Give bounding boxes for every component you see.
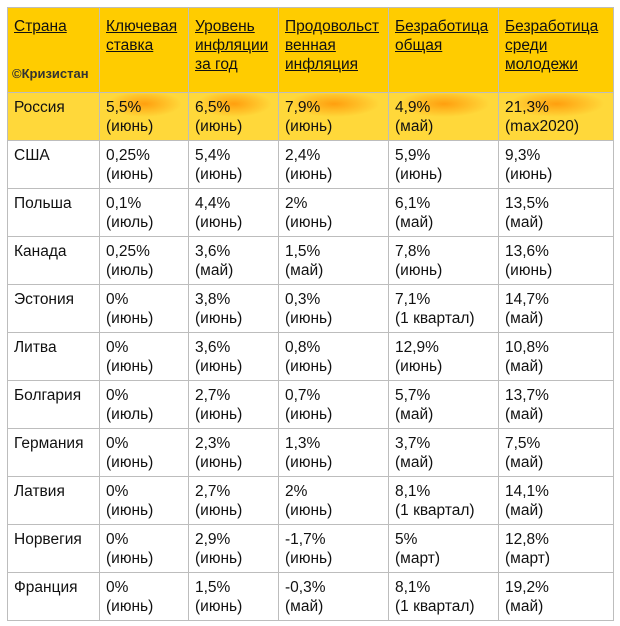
cell-value: 13,6% [505, 243, 549, 260]
cell-unemployment [389, 285, 499, 333]
brand-watermark: ©Кризистан [12, 66, 89, 81]
cell-value: 10,8% [505, 339, 549, 356]
cell-value: -1,7% [285, 531, 326, 548]
cell-country: Германия [8, 429, 100, 477]
cell-period: (июнь) [285, 502, 333, 519]
cell-unemployment [389, 93, 499, 141]
cell-food-inflation [279, 381, 389, 429]
cell-value: 0,25% [106, 147, 150, 164]
cell-value: 2,9% [195, 531, 231, 548]
cell-period: (май) [505, 358, 544, 375]
cell-value: 9,3% [505, 147, 541, 164]
cell-key-rate [100, 141, 189, 189]
cell-value: 3,6% [195, 243, 231, 260]
cell-period: (июль) [106, 262, 154, 279]
cell-period: (июнь) [505, 262, 553, 279]
cell-period: (июнь) [195, 550, 243, 567]
cell-country: Канада [8, 237, 100, 285]
header-country-label: Страна [14, 18, 67, 35]
cell-inflation [189, 93, 279, 141]
cell-value: 2% [285, 483, 308, 500]
table-row [8, 381, 614, 429]
cell-value: 12,8% [505, 531, 549, 548]
cell-period: (май) [395, 406, 434, 423]
cell-unemployment [389, 573, 499, 621]
cell-unemployment [389, 525, 499, 573]
cell-value: 12,9% [395, 339, 439, 356]
cell-key-rate [100, 333, 189, 381]
cell-food-inflation [279, 237, 389, 285]
cell-period: (1 квартал) [395, 502, 475, 519]
cell-food-inflation [279, 573, 389, 621]
cell-period: (июнь) [195, 166, 243, 183]
cell-value: 2,7% [195, 483, 231, 500]
table-row [8, 141, 614, 189]
cell-value: 13,7% [505, 387, 549, 404]
cell-period: (июнь) [106, 118, 154, 135]
cell-period: (май) [285, 262, 324, 279]
cell-period: (июнь) [285, 550, 333, 567]
cell-period: (май) [505, 406, 544, 423]
cell-period: (июнь) [285, 454, 333, 471]
cell-value: 14,1% [505, 483, 549, 500]
cell-value: 13,5% [505, 195, 549, 212]
cell-value: 7,8% [395, 243, 431, 260]
header-unemployment: Безработица общая [389, 8, 499, 93]
cell-country: Эстония [8, 285, 100, 333]
cell-period: (июнь) [285, 166, 333, 183]
table-row [8, 525, 614, 573]
table-row [8, 477, 614, 525]
cell-youth-unemployment [499, 285, 614, 333]
cell-period: (июнь) [395, 358, 443, 375]
cell-youth-unemployment [499, 525, 614, 573]
cell-period: (июнь) [395, 166, 443, 183]
cell-value: 8,1% [395, 579, 431, 596]
cell-youth-unemployment [499, 189, 614, 237]
cell-inflation [189, 429, 279, 477]
economic-indicators-table [7, 7, 614, 621]
cell-period: (май) [195, 262, 234, 279]
cell-unemployment [389, 381, 499, 429]
table-row [8, 429, 614, 477]
cell-key-rate [100, 573, 189, 621]
cell-value: 0,1% [106, 195, 142, 212]
cell-country: Франция [8, 573, 100, 621]
cell-value: 2% [285, 195, 308, 212]
cell-value: 5,9% [395, 147, 431, 164]
cell-key-rate [100, 93, 189, 141]
cell-inflation [189, 285, 279, 333]
cell-period: (июнь) [106, 166, 154, 183]
cell-period: (июнь) [285, 310, 333, 327]
cell-key-rate [100, 477, 189, 525]
cell-food-inflation [279, 429, 389, 477]
cell-period: (май) [505, 454, 544, 471]
cell-inflation [189, 237, 279, 285]
cell-food-inflation [279, 477, 389, 525]
cell-country: США [8, 141, 100, 189]
cell-period: (март) [505, 550, 550, 567]
cell-value: 3,6% [195, 339, 231, 356]
cell-value: 3,7% [395, 435, 431, 452]
cell-unemployment [389, 333, 499, 381]
cell-period: (июнь) [195, 598, 243, 615]
cell-key-rate [100, 285, 189, 333]
cell-period: (июнь) [195, 214, 243, 231]
cell-country: Норвегия [8, 525, 100, 573]
cell-inflation [189, 573, 279, 621]
cell-period: (май) [395, 118, 434, 135]
cell-food-inflation [279, 93, 389, 141]
cell-value: 5% [395, 531, 418, 548]
cell-value: 1,5% [195, 579, 231, 596]
cell-period: (май) [285, 598, 324, 615]
cell-value: 0,25% [106, 243, 150, 260]
cell-period: (май) [395, 454, 434, 471]
cell-value: -0,3% [285, 579, 326, 596]
cell-period: (июнь) [195, 406, 243, 423]
cell-unemployment [389, 237, 499, 285]
cell-value: 0% [106, 579, 129, 596]
cell-value: 3,8% [195, 291, 231, 308]
cell-inflation [189, 333, 279, 381]
cell-value: 19,2% [505, 579, 549, 596]
cell-key-rate [100, 429, 189, 477]
cell-value: 21,3% [505, 99, 549, 116]
cell-period: (июль) [106, 406, 154, 423]
cell-period: (июнь) [195, 454, 243, 471]
header-food-inflation: Продовольст венная инфляция [279, 8, 389, 93]
cell-value: 6,1% [395, 195, 431, 212]
cell-youth-unemployment [499, 477, 614, 525]
cell-period: (май) [505, 214, 544, 231]
cell-unemployment [389, 477, 499, 525]
cell-youth-unemployment [499, 573, 614, 621]
cell-key-rate [100, 237, 189, 285]
cell-food-inflation [279, 141, 389, 189]
cell-value: 0% [106, 339, 129, 356]
cell-inflation [189, 189, 279, 237]
cell-value: 2,7% [195, 387, 231, 404]
cell-unemployment [389, 141, 499, 189]
cell-period: (июнь) [285, 118, 333, 135]
cell-youth-unemployment [499, 429, 614, 477]
table-row [8, 285, 614, 333]
cell-period: (июль) [106, 214, 154, 231]
cell-value: 0,7% [285, 387, 321, 404]
table-row [8, 573, 614, 621]
table-row [8, 333, 614, 381]
cell-key-rate [100, 189, 189, 237]
cell-period: (май) [505, 310, 544, 327]
cell-youth-unemployment [499, 237, 614, 285]
cell-youth-unemployment [499, 381, 614, 429]
cell-value: 4,4% [195, 195, 231, 212]
cell-value: 2,4% [285, 147, 321, 164]
cell-value: 14,7% [505, 291, 549, 308]
cell-period: (июнь) [106, 598, 154, 615]
cell-youth-unemployment [499, 333, 614, 381]
cell-period: (июнь) [505, 166, 553, 183]
cell-value: 0% [106, 483, 129, 500]
cell-value: 0% [106, 387, 129, 404]
cell-period: (июнь) [106, 358, 154, 375]
cell-country: Россия [8, 93, 100, 141]
cell-value: 7,1% [395, 291, 431, 308]
cell-period: (июнь) [106, 310, 154, 327]
table-body [8, 93, 614, 621]
cell-period: (июнь) [195, 118, 243, 135]
cell-inflation [189, 141, 279, 189]
header-key-rate: Ключевая ставка [100, 8, 189, 93]
cell-value: 1,3% [285, 435, 321, 452]
cell-period: (1 квартал) [395, 598, 475, 615]
cell-food-inflation [279, 285, 389, 333]
cell-period: (май) [505, 502, 544, 519]
cell-food-inflation [279, 525, 389, 573]
header-youth-unemployment: Безработица среди молодежи [499, 8, 614, 93]
cell-value: 2,3% [195, 435, 231, 452]
cell-value: 0% [106, 435, 129, 452]
cell-value: 0,8% [285, 339, 321, 356]
cell-value: 0% [106, 291, 129, 308]
cell-inflation [189, 525, 279, 573]
cell-country: Польша [8, 189, 100, 237]
cell-value: 0,3% [285, 291, 321, 308]
cell-period: (июнь) [106, 454, 154, 471]
cell-period: (июнь) [395, 262, 443, 279]
cell-period: (июнь) [106, 550, 154, 567]
cell-period: (июнь) [195, 310, 243, 327]
cell-value: 8,1% [395, 483, 431, 500]
cell-value: 7,5% [505, 435, 541, 452]
cell-period: (март) [395, 550, 440, 567]
cell-key-rate [100, 381, 189, 429]
cell-period: (1 квартал) [395, 310, 475, 327]
cell-country: Болгария [8, 381, 100, 429]
header-row [8, 8, 614, 93]
cell-value: 5,4% [195, 147, 231, 164]
header-inflation: Уровень инфляции за год [189, 8, 279, 93]
cell-period: (июнь) [285, 358, 333, 375]
cell-key-rate [100, 525, 189, 573]
cell-country: Литва [8, 333, 100, 381]
cell-country: Латвия [8, 477, 100, 525]
cell-period: (май) [505, 598, 544, 615]
cell-period: (июнь) [195, 358, 243, 375]
cell-period: (июнь) [285, 214, 333, 231]
cell-value: 4,9% [395, 99, 431, 116]
cell-period: (max2020) [505, 118, 580, 135]
cell-value: 5,5% [106, 99, 142, 116]
cell-food-inflation [279, 333, 389, 381]
cell-value: 6,5% [195, 99, 231, 116]
cell-food-inflation [279, 189, 389, 237]
table-row [8, 93, 614, 141]
cell-inflation [189, 477, 279, 525]
table-row [8, 189, 614, 237]
cell-period: (июнь) [195, 502, 243, 519]
cell-value: 0% [106, 531, 129, 548]
cell-period: (июнь) [106, 502, 154, 519]
cell-value: 5,7% [395, 387, 431, 404]
cell-value: 1,5% [285, 243, 321, 260]
data-table-container [7, 7, 613, 619]
cell-youth-unemployment [499, 93, 614, 141]
cell-inflation [189, 381, 279, 429]
cell-unemployment [389, 429, 499, 477]
cell-period: (июнь) [285, 406, 333, 423]
cell-period: (май) [395, 214, 434, 231]
cell-unemployment [389, 189, 499, 237]
table-row [8, 237, 614, 285]
cell-youth-unemployment [499, 141, 614, 189]
cell-value: 7,9% [285, 99, 321, 116]
header-country [8, 8, 100, 93]
